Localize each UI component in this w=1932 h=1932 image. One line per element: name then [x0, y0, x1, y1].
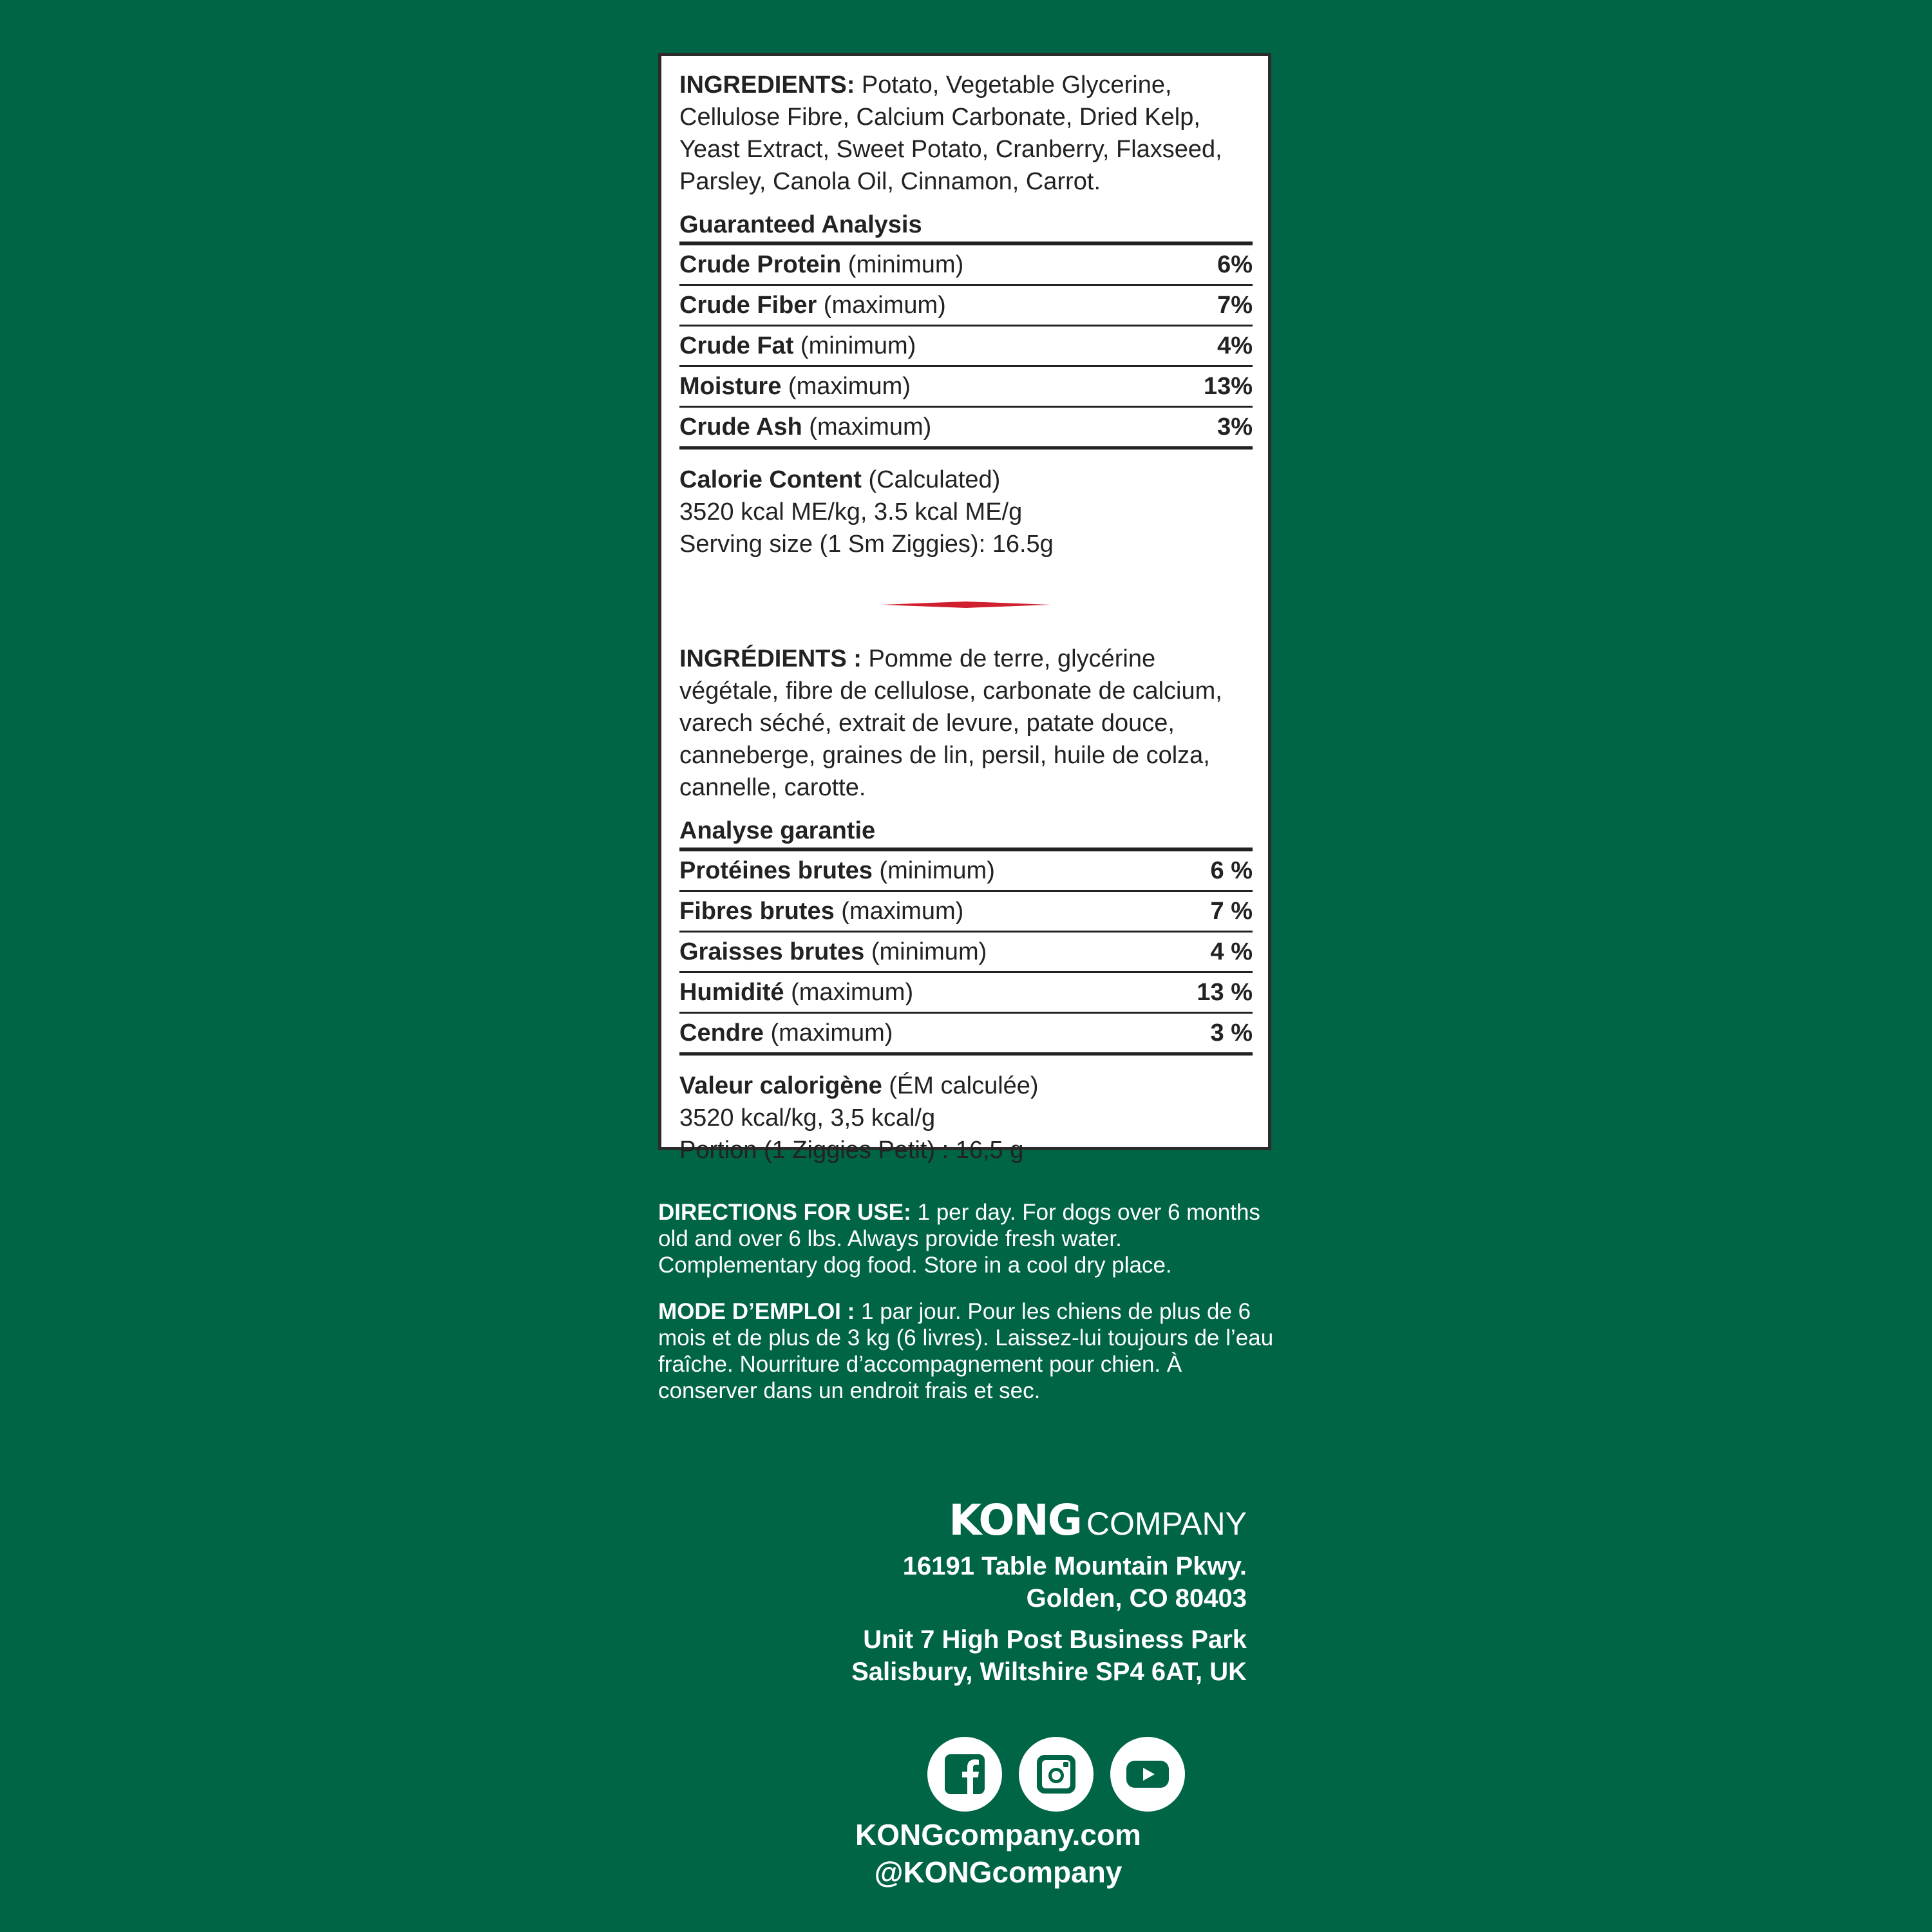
- nutrient-qualifier: (maximum): [781, 372, 911, 400]
- instagram-icon[interactable]: [1019, 1737, 1094, 1812]
- nutrient-value: 3%: [1217, 413, 1253, 440]
- ingredients-text-fr: Pomme de terre, glycérine végétale, fibre de cellulose, carbonate de calcium, varech séché, extrait de levure, patate douce, canneberge, graines de lin, persil, huile de colza, cannelle, carotte.: [679, 645, 1222, 801]
- address-us: [903, 1550, 1247, 1615]
- address-uk-line2: Salisbury, Wiltshire SP4 6AT, UK: [851, 1658, 1247, 1686]
- directions-text-en: 1 per day. For dogs over 6 months old and over 6 lbs. Always provide fresh water. Complementary dog food. Store in a cool dry place.: [658, 1200, 1260, 1278]
- address-uk-line1: Unit 7 High Post Business Park: [863, 1625, 1247, 1654]
- nutrient-value: 3 %: [1210, 1019, 1253, 1046]
- calorie-qualifier-fr: (ÉM calculée): [882, 1072, 1039, 1099]
- directions-fr: [658, 1298, 1276, 1404]
- social-icons: [927, 1737, 1185, 1812]
- nutrient-qualifier: (minimum): [841, 251, 964, 278]
- facebook-icon[interactable]: [927, 1737, 1002, 1812]
- nutrition-panel: [658, 53, 1271, 1164]
- address-uk: [851, 1624, 1247, 1688]
- nutrient-name: Protéines brutes: [679, 857, 873, 884]
- analysis-row: [679, 933, 1253, 973]
- nutrient-value: 6 %: [1210, 857, 1253, 884]
- ingredients-en: [679, 69, 1253, 198]
- address-us-line1: 16191 Table Mountain Pkwy.: [902, 1552, 1247, 1580]
- logo-company: COMPANY: [1086, 1506, 1247, 1542]
- nutrient-value: 13%: [1203, 372, 1253, 400]
- directions-label-en: DIRECTIONS FOR USE:: [658, 1200, 911, 1225]
- calorie-line2-en: Serving size (1 Sm Ziggies): 16.5g: [679, 531, 1054, 558]
- nutrient-qualifier: (maximum): [784, 978, 914, 1006]
- analysis-row: [679, 286, 1253, 327]
- social-handle: @KONGcompany: [874, 1855, 1122, 1889]
- directions-text-fr: 1 par jour. Pour les chiens de plus de 6 mois et de plus de 3 kg (6 livres). Laissez-lui toujours de l’eau fraîche. Nourriture d’accompagnement pour chien. À conserver dans un endroit frais et sec.: [658, 1299, 1274, 1403]
- analysis-row: [679, 1014, 1253, 1056]
- analysis-row: [679, 892, 1253, 933]
- address-us-line2: Golden, CO 80403: [1026, 1584, 1247, 1613]
- nutrient-qualifier: (maximum): [817, 291, 946, 319]
- nutrient-qualifier: (minimum): [793, 332, 916, 359]
- calorie-qualifier-en: (Calculated): [861, 466, 1001, 493]
- calorie-label-en: Calorie Content: [679, 466, 862, 493]
- nutrient-value: 4 %: [1210, 938, 1253, 965]
- analysis-row: [679, 973, 1253, 1014]
- language-divider: [679, 601, 1253, 608]
- website-link[interactable]: KONGcompany.com: [855, 1818, 1141, 1852]
- calorie-content-fr: [679, 1070, 1253, 1166]
- nutrient-name: Crude Ash: [679, 413, 802, 440]
- nutrient-qualifier: (maximum): [834, 897, 964, 925]
- nutrient-name: Humidité: [679, 978, 784, 1006]
- nutrient-value: 7 %: [1210, 897, 1253, 925]
- calorie-line2-fr: Portion (1 Ziggies Petit) : 16,5 g: [679, 1137, 1024, 1164]
- nutrient-name: Fibres brutes: [679, 897, 835, 925]
- calorie-content-en: [679, 464, 1253, 560]
- nutrient-name: Graisses brutes: [679, 938, 865, 965]
- analysis-title-fr: Analyse garantie: [679, 815, 1253, 851]
- directions-label-fr: MODE D’EMPLOI :: [658, 1299, 855, 1324]
- analysis-row: [679, 851, 1253, 892]
- nutrient-value: 4%: [1217, 332, 1253, 359]
- nutrient-qualifier: (minimum): [864, 938, 987, 965]
- nutrient-name: Crude Fat: [679, 332, 794, 359]
- logo-kong: KONG: [949, 1495, 1081, 1545]
- nutrient-qualifier: (maximum): [802, 413, 932, 440]
- ingredients-fr: [679, 643, 1253, 804]
- directions-en: [658, 1199, 1276, 1278]
- nutrient-value: 7%: [1217, 291, 1253, 319]
- calorie-line1-en: 3520 kcal ME/kg, 3.5 kcal ME/g: [679, 498, 1023, 526]
- calorie-line1-fr: 3520 kcal/kg, 3,5 kcal/g: [679, 1104, 936, 1132]
- analysis-row: [679, 245, 1253, 286]
- calorie-label-fr: Valeur calorigène: [679, 1072, 882, 1099]
- nutrient-name: Crude Fiber: [679, 291, 817, 319]
- nutrient-value: 13 %: [1197, 978, 1253, 1006]
- nutrient-qualifier: (minimum): [872, 857, 995, 884]
- analysis-row: [679, 327, 1253, 367]
- ingredients-label-en: INGREDIENTS:: [679, 71, 855, 99]
- youtube-icon[interactable]: [1110, 1737, 1185, 1812]
- nutrient-name: Moisture: [679, 372, 782, 400]
- ingredients-text-en: Potato, Vegetable Glycerine, Cellulose Fibre, Calcium Carbonate, Dried Kelp, Yeast Extract, Sweet Potato, Cranberry, Flaxseed, Parsley, Canola Oil, Cinnamon, Carrot.: [679, 71, 1222, 195]
- nutrient-value: 6%: [1217, 251, 1253, 278]
- analysis-table-fr: [679, 851, 1253, 1056]
- analysis-row: [679, 367, 1253, 408]
- kong-company-logo: [949, 1495, 1247, 1545]
- nutrient-name: Cendre: [679, 1019, 764, 1046]
- nutrient-name: Crude Protein: [679, 251, 842, 278]
- analysis-row: [679, 408, 1253, 450]
- analysis-title-en: Guaranteed Analysis: [679, 209, 1253, 245]
- nutrient-qualifier: (maximum): [763, 1019, 893, 1046]
- analysis-table-en: [679, 245, 1253, 450]
- ingredients-label-fr: INGRÉDIENTS :: [679, 645, 862, 672]
